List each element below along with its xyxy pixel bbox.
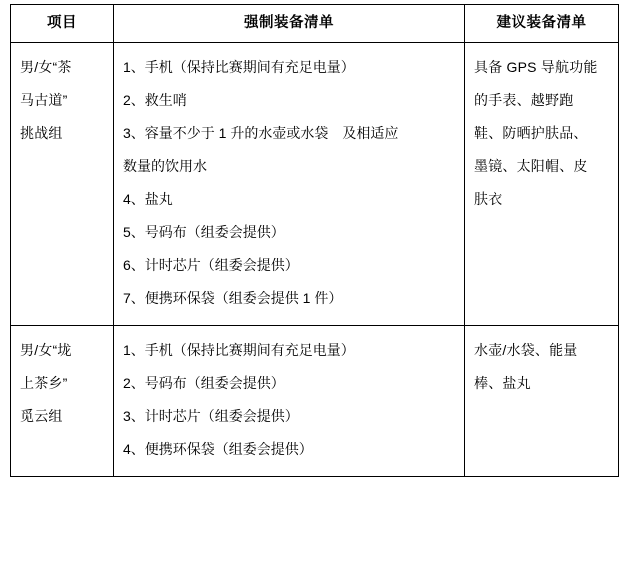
column-header-mandatory-label: 强制装备清单 — [244, 15, 334, 31]
column-header-suggested-label: 建议装备清单 — [496, 15, 587, 31]
cell-project — [11, 43, 114, 326]
mandatory-line: 1、手机（保持比赛期间有充足电量） — [123, 59, 355, 75]
project-line: 男/女“茶 — [20, 59, 72, 75]
mandatory-line: 7、便携环保袋（组委会提供 1 件） — [123, 290, 343, 306]
mandatory-lines — [114, 43, 464, 325]
mandatory-line: 1、手机（保持比赛期间有充足电量） — [123, 342, 355, 358]
suggested-line: 肤衣 — [474, 191, 503, 207]
mandatory-line: 3、计时芯片（组委会提供） — [123, 408, 299, 424]
suggested-line: 具备 GPS 导航功能 — [474, 59, 598, 75]
mandatory-line: 数量的饮用水 — [123, 158, 207, 174]
cell-project — [11, 326, 114, 477]
column-header-mandatory — [114, 5, 465, 43]
mandatory-line: 3、容量不少于 1 升的水壶或水袋 及相适应 — [123, 125, 399, 141]
project-line: 男/女“垅 — [20, 342, 72, 358]
mandatory-line: 4、便携环保袋（组委会提供） — [123, 441, 313, 457]
equipment-table — [10, 4, 619, 477]
suggested-lines — [465, 326, 618, 410]
mandatory-line: 2、救生哨 — [123, 92, 187, 108]
suggested-line: 的手表、越野跑 — [474, 92, 574, 108]
project-line: 马古道” — [20, 92, 68, 108]
mandatory-line: 6、计时芯片（组委会提供） — [123, 257, 299, 273]
table-header-row — [11, 5, 619, 43]
project-lines — [11, 326, 113, 443]
suggested-line: 水壶/水袋、能量 — [474, 342, 578, 358]
cell-mandatory — [114, 326, 465, 477]
cell-suggested — [465, 326, 619, 477]
mandatory-line: 4、盐丸 — [123, 191, 173, 207]
project-line: 挑战组 — [20, 125, 63, 141]
cell-suggested — [465, 43, 619, 326]
cell-mandatory — [114, 43, 465, 326]
mandatory-line: 2、号码布（组委会提供） — [123, 375, 285, 391]
project-line: 觅云组 — [20, 408, 63, 424]
suggested-line: 鞋、防晒护肤品、 — [474, 125, 588, 141]
suggested-line: 墨镜、太阳帽、皮 — [474, 158, 588, 174]
suggested-line: 棒、盐丸 — [474, 375, 531, 391]
table-row — [11, 43, 619, 326]
mandatory-line: 5、号码布（组委会提供） — [123, 224, 285, 240]
mandatory-lines — [114, 326, 464, 476]
column-header-project — [11, 5, 114, 43]
column-header-suggested — [465, 5, 619, 43]
project-line: 上茶乡” — [20, 375, 68, 391]
table-row — [11, 326, 619, 477]
suggested-lines — [465, 43, 618, 226]
column-header-project-label: 项目 — [47, 15, 77, 31]
project-lines — [11, 43, 113, 160]
